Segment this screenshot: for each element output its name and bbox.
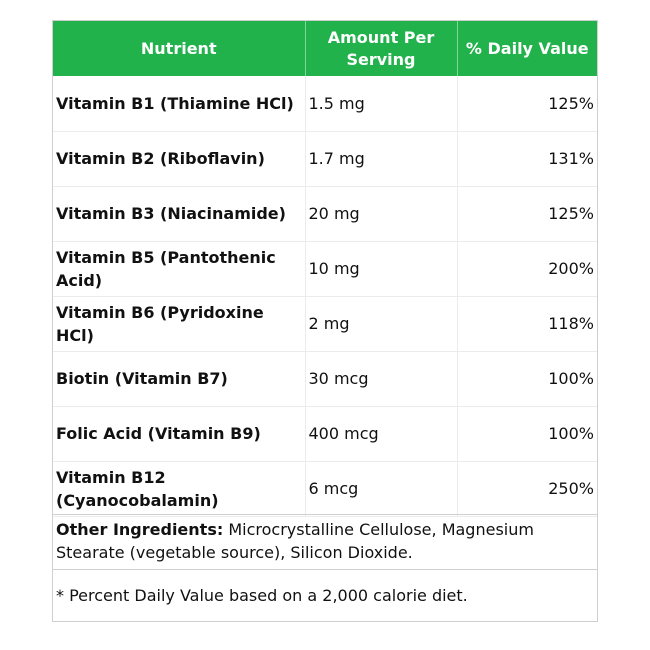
- nutrient-daily-value: 100%: [457, 406, 597, 461]
- table-row: [53, 296, 597, 351]
- table-body: [53, 76, 597, 516]
- header-amount-per-serving: Amount Per Serving: [305, 21, 457, 76]
- nutrient-amount: 20 mg: [305, 186, 457, 241]
- nutrient-amount: 6 mcg: [305, 461, 457, 516]
- nutrient-name: Folic Acid (Vitamin B9): [53, 406, 305, 461]
- nutrient-daily-value: 131%: [457, 131, 597, 186]
- nutrient-name: Vitamin B1 (Thiamine HCl): [53, 76, 305, 131]
- nutrient-daily-value: 250%: [457, 461, 597, 516]
- table-row: [53, 351, 597, 406]
- table-row: [53, 186, 597, 241]
- supplement-facts-panel: [52, 20, 598, 622]
- nutrient-name: Vitamin B6 (Pyridoxine HCl): [53, 296, 305, 351]
- nutrient-amount: 30 mcg: [305, 351, 457, 406]
- other-ingredients-label: Other Ingredients:: [56, 520, 224, 539]
- nutrient-daily-value: 125%: [457, 76, 597, 131]
- table-row: [53, 76, 597, 131]
- nutrient-name: Vitamin B5 (Pantothenic Acid): [53, 241, 305, 296]
- nutrient-name: Vitamin B12 (Cyanocobalamin): [53, 461, 305, 516]
- table-row: [53, 241, 597, 296]
- nutrient-amount: 10 mg: [305, 241, 457, 296]
- nutrient-amount: 1.5 mg: [305, 76, 457, 131]
- nutrient-amount: 1.7 mg: [305, 131, 457, 186]
- nutrient-table: [53, 21, 597, 517]
- nutrient-daily-value: 200%: [457, 241, 597, 296]
- table-row: [53, 131, 597, 186]
- header-row: [53, 21, 597, 76]
- nutrient-name: Biotin (Vitamin B7): [53, 351, 305, 406]
- table-row: [53, 406, 597, 461]
- header-nutrient: Nutrient: [53, 21, 305, 76]
- nutrient-daily-value: 100%: [457, 351, 597, 406]
- nutrient-amount: 400 mcg: [305, 406, 457, 461]
- other-ingredients-text: Microcrystalline Cellulose, Magnesium Stearate (vegetable source), Silicon Dioxide.: [56, 520, 534, 562]
- table-row: [53, 461, 597, 516]
- table-header: [53, 21, 597, 76]
- nutrient-name: Vitamin B3 (Niacinamide): [53, 186, 305, 241]
- nutrient-daily-value: 125%: [457, 186, 597, 241]
- daily-value-footnote: * Percent Daily Value based on a 2,000 calorie diet.: [53, 569, 597, 621]
- nutrient-name: Vitamin B2 (Riboflavin): [53, 131, 305, 186]
- other-ingredients: [53, 514, 597, 569]
- header-daily-value: % Daily Value: [457, 21, 597, 76]
- nutrient-daily-value: 118%: [457, 296, 597, 351]
- nutrient-amount: 2 mg: [305, 296, 457, 351]
